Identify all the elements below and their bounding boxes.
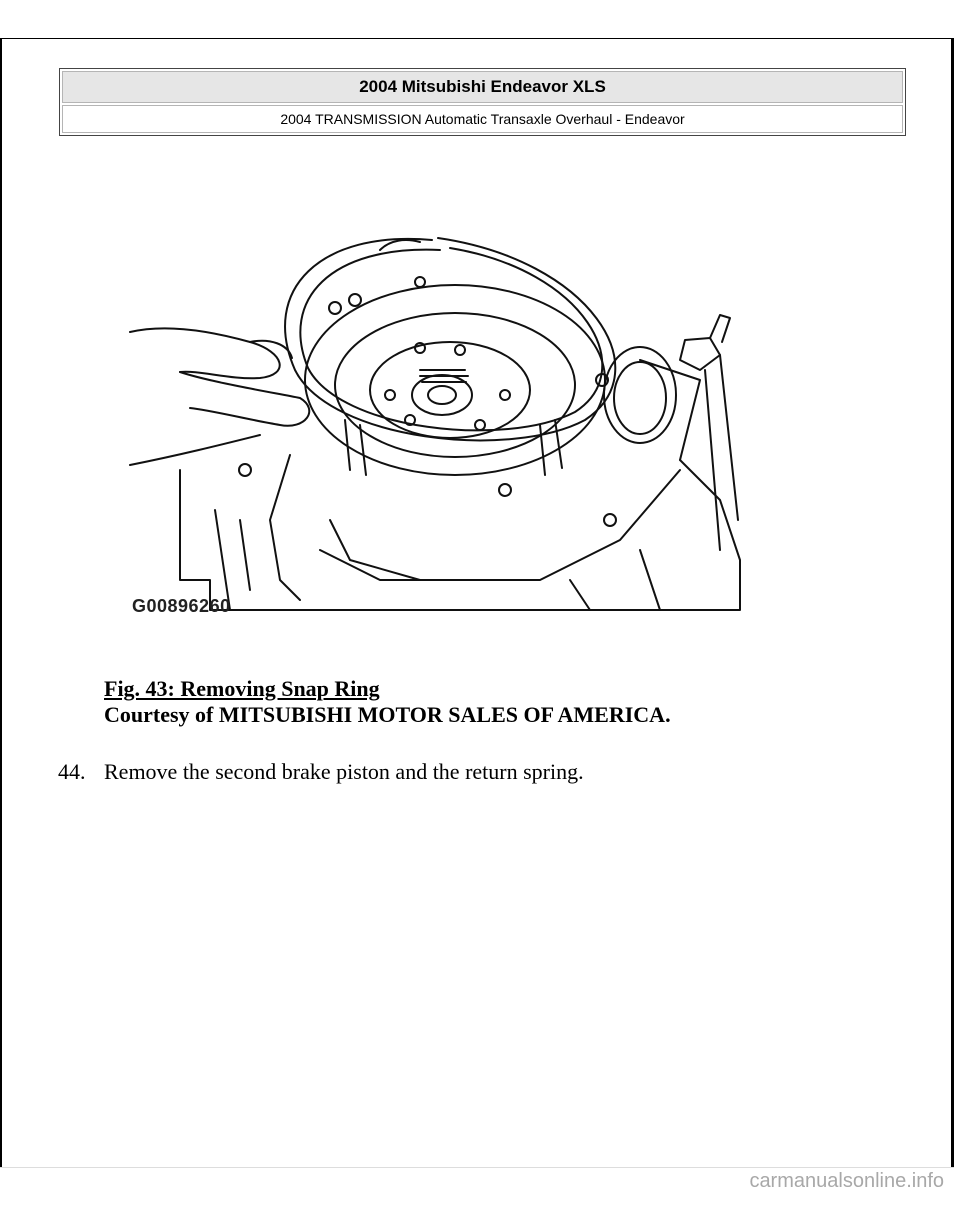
figure-image-code: G00896260 (132, 596, 231, 616)
step-number: 44. (58, 759, 86, 784)
document-header (59, 68, 906, 136)
document-title: 2004 Mitsubishi Endeavor XLS (62, 71, 903, 103)
procedure-step (58, 759, 584, 785)
page-right-border (951, 38, 954, 1168)
figure-title-link[interactable]: Fig. 43: Removing Snap Ring (104, 676, 380, 701)
page-top-border (0, 38, 954, 39)
figure-caption (104, 676, 671, 728)
site-watermark: carmanualsonline.info (749, 1170, 944, 1192)
document-subtitle: 2004 TRANSMISSION Automatic Transaxle Overhaul - Endeavor (62, 105, 903, 133)
page-left-border (0, 38, 2, 1168)
footer-divider (0, 1167, 954, 1168)
step-text: Remove the second brake piston and the return spring. (104, 759, 584, 784)
snap-ring-illustration (120, 220, 760, 630)
figure-credit: Courtesy of MITSUBISHI MOTOR SALES OF AMERICA. (104, 702, 671, 727)
